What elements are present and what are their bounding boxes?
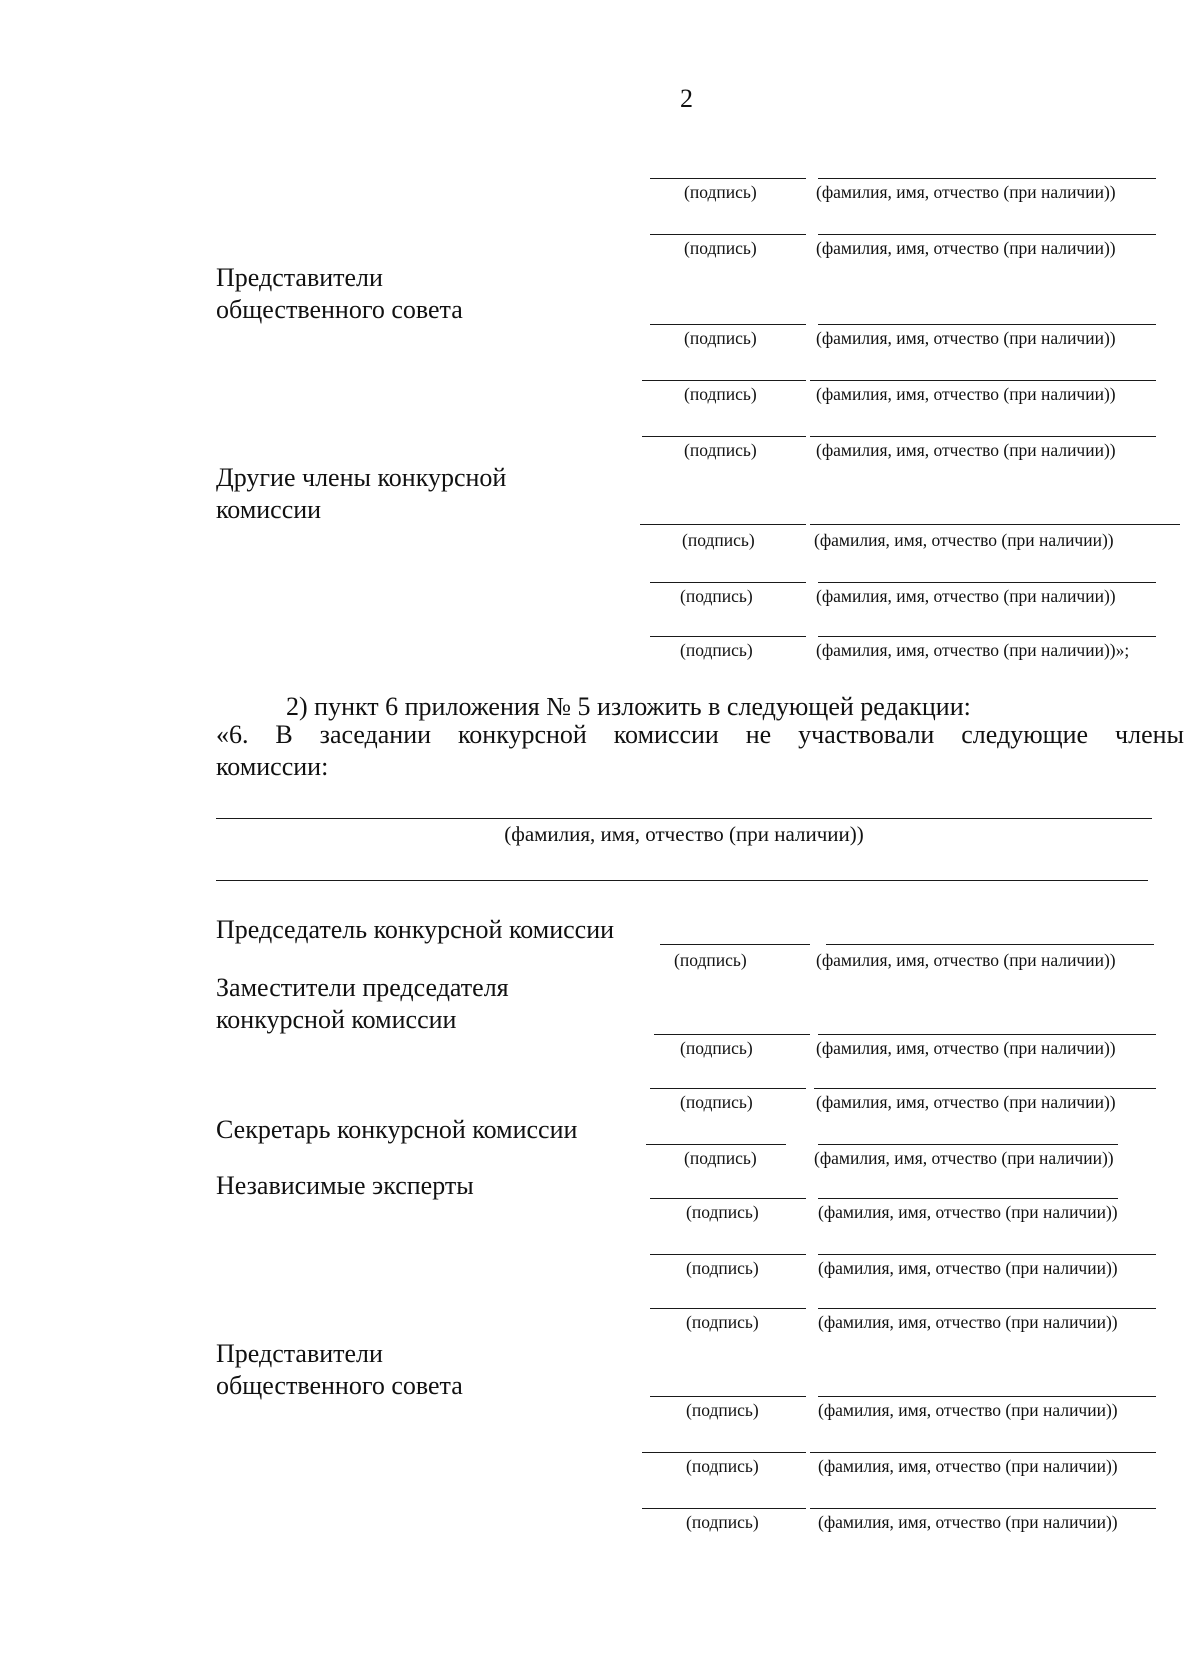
signature-line <box>646 1144 786 1145</box>
signature-caption: (подпись) <box>686 1202 759 1222</box>
signature-line <box>640 524 806 525</box>
signature-caption: (подпись) <box>680 1092 753 1112</box>
signature-caption: (подпись) <box>674 950 747 970</box>
name-line <box>818 1144 1118 1145</box>
signature-line <box>642 380 806 381</box>
signature-line <box>650 324 806 325</box>
name-line <box>818 636 1156 637</box>
label-secretary: Секретарь конкурсной комиссии <box>216 1115 578 1144</box>
signature-caption: (подпись) <box>686 1456 759 1476</box>
name-line <box>810 1508 1156 1509</box>
name-caption: (фамилия, имя, отчество (при наличии)) <box>818 1400 1118 1420</box>
name-line <box>826 944 1154 945</box>
name-line <box>810 1452 1156 1453</box>
name-line <box>818 582 1156 583</box>
signature-line <box>650 1088 806 1089</box>
signature-caption: (подпись) <box>682 530 755 550</box>
label-experts: Независимые эксперты <box>216 1171 474 1200</box>
name-caption: (фамилия, имя, отчество (при наличии)) <box>814 1148 1114 1168</box>
name-caption: (фамилия, имя, отчество (при наличии)) <box>816 586 1116 606</box>
signature-line <box>660 944 810 945</box>
name-caption: (фамилия, имя, отчество (при наличии)) <box>818 1456 1118 1476</box>
name-caption: (фамилия, имя, отчество (при наличии)) <box>816 950 1116 970</box>
name-line <box>810 436 1156 437</box>
name-line <box>818 178 1156 179</box>
name-line <box>818 324 1156 325</box>
fio-line-2 <box>216 880 1148 881</box>
name-caption: (фамилия, имя, отчество (при наличии)) <box>816 328 1116 348</box>
paragraph-item-6-line2: комиссии: <box>216 752 329 781</box>
signature-line <box>642 1452 806 1453</box>
signature-caption: (подпись) <box>686 1312 759 1332</box>
name-line <box>810 524 1180 525</box>
name-caption: (фамилия, имя, отчество (при наличии)) <box>816 440 1116 460</box>
signature-caption: (подпись) <box>680 1038 753 1058</box>
name-line <box>818 1198 1118 1199</box>
name-line <box>818 1396 1156 1397</box>
label-deputies: Заместители председателя конкурсной комиссии <box>216 973 509 1034</box>
signature-caption: (подпись) <box>684 440 757 460</box>
paragraph-item-2: 2) пункт 6 приложения № 5 изложить в следующей редакции: <box>286 692 971 721</box>
label-public-council-reps: Представители общественного совета <box>216 263 463 324</box>
name-caption: (фамилия, имя, отчество (при наличии)) <box>818 1202 1118 1222</box>
signature-line <box>650 234 806 235</box>
fio-line <box>216 818 1152 819</box>
name-caption: (фамилия, имя, отчество (при наличии)) <box>816 182 1116 202</box>
signature-caption: (подпись) <box>684 384 757 404</box>
signature-line <box>650 1254 806 1255</box>
name-caption: (фамилия, имя, отчество (при наличии)) <box>816 384 1116 404</box>
signature-line <box>650 636 806 637</box>
name-line <box>810 380 1156 381</box>
name-caption: (фамилия, имя, отчество (при наличии)) <box>816 1092 1116 1112</box>
name-line <box>818 1254 1156 1255</box>
name-caption: (фамилия, имя, отчество (при наличии)) <box>816 1038 1116 1058</box>
page-number: 2 <box>680 84 693 113</box>
signature-caption: (подпись) <box>686 1400 759 1420</box>
name-line <box>818 1034 1156 1035</box>
name-caption: (фамилия, имя, отчество (при наличии)) <box>818 1312 1118 1332</box>
signature-line <box>654 1034 810 1035</box>
name-caption: (фамилия, имя, отчество (при наличии))»; <box>816 640 1130 660</box>
name-caption: (фамилия, имя, отчество (при наличии)) <box>818 1258 1118 1278</box>
paragraph-item-6-line1: «6. В заседании конкурсной комиссии не участвовали следующие члены <box>216 720 1184 749</box>
signature-caption: (подпись) <box>686 1512 759 1532</box>
name-caption: (фамилия, имя, отчество (при наличии)) <box>818 1512 1118 1532</box>
signature-line <box>650 1198 806 1199</box>
signature-line <box>650 582 806 583</box>
signature-caption: (подпись) <box>684 1148 757 1168</box>
name-line <box>818 1308 1156 1309</box>
name-caption: (фамилия, имя, отчество (при наличии)) <box>814 530 1114 550</box>
signature-caption: (подпись) <box>680 586 753 606</box>
signature-caption: (подпись) <box>684 238 757 258</box>
signature-line <box>642 436 806 437</box>
signature-caption: (подпись) <box>680 640 753 660</box>
signature-line <box>650 1308 806 1309</box>
signature-caption: (подпись) <box>684 182 757 202</box>
name-caption: (фамилия, имя, отчество (при наличии)) <box>816 238 1116 258</box>
label-chairman: Председатель конкурсной комиссии <box>216 915 615 944</box>
name-line <box>818 234 1156 235</box>
signature-line <box>650 178 806 179</box>
fio-caption: (фамилия, имя, отчество (при наличии)) <box>504 822 864 846</box>
label-public-council-reps-2: Представители общественного совета <box>216 1339 463 1400</box>
name-line <box>814 1088 1156 1089</box>
label-other-members: Другие члены конкурсной комиссии <box>216 463 507 524</box>
signature-caption: (подпись) <box>686 1258 759 1278</box>
signature-line <box>642 1508 806 1509</box>
signature-line <box>650 1396 806 1397</box>
signature-caption: (подпись) <box>684 328 757 348</box>
